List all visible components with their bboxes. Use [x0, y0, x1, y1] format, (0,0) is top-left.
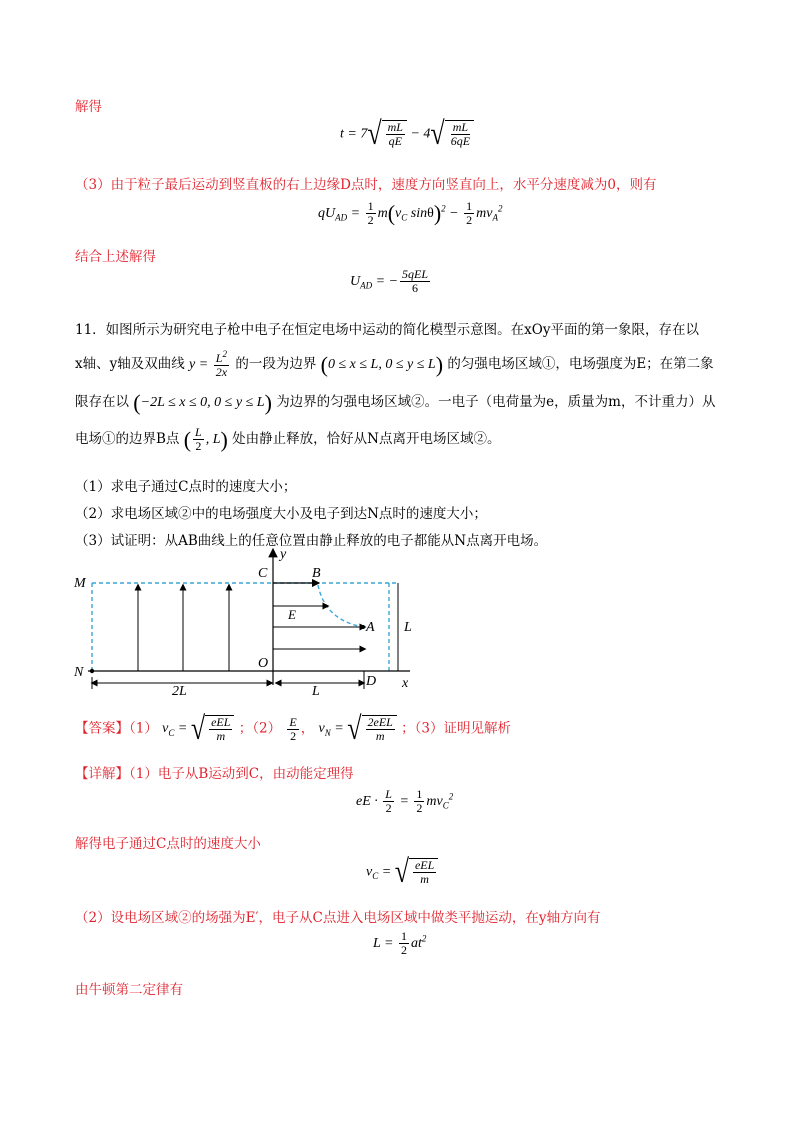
point-n-dot [90, 669, 94, 673]
label-2l: 2L [172, 684, 187, 695]
part3-text: （3）由于粒子最后运动到竖直板的右上边缘D点时，速度方向竖直向上，水平分速度减为0，则有 [75, 177, 657, 193]
label-l-right: L [404, 620, 412, 635]
equation-l: L = $\frac{1}{2}$ $at^2$ [373, 929, 427, 958]
detail-line-3: （2）设电场区域②的场强为E′，电子从C点进入电场区域中做类平抛运动，在y轴方向有 [75, 910, 601, 926]
equation-t: t = 7 √ $\frac{mL}{qE}$ − 4 √ $\frac{mL}{6qE}$ [340, 120, 474, 148]
label-d: D [366, 674, 377, 689]
detail-line-1: 【详解】（1）电子从B运动到C，由动能定理得 [75, 766, 354, 782]
label-a: A [366, 620, 375, 635]
equation-uad: $U_{AD}$ = − $\frac{\text{5qEL}}{6}$ [350, 267, 429, 296]
label-b: B [312, 566, 321, 581]
problem-line-3: 限存在以 (−2L ≤ x ≤ 0, 0 ≤ y ≤ L) 为边界的匀强电场区域②。一电子（电荷量为e，质量为m，不计重力）从 [75, 389, 716, 415]
jiede-label: 解得 [75, 99, 102, 115]
label-y-axis: y [280, 547, 287, 562]
question-1: （1）求电子通过C点时的速度大小； [75, 479, 297, 495]
label-x-axis: x [402, 676, 409, 691]
answer-line: 【答案】（1） $v_C$ = √ $\frac{\text{eEL}}{m}$ ；（2） $\frac{E}{2}$ ， $v_N$ = √ $\frac{\text{2eEL}}{m}$ ；（3）证明见解析 [75, 710, 511, 747]
point-a-dot [361, 625, 365, 629]
detail-line-2: 解得电子通过C点时的速度大小 [75, 836, 261, 852]
equation-vc: $v_C$ = √ $\frac{\text{eEL}}{m}$ [366, 858, 438, 886]
combine-text: 结合上述解得 [75, 249, 156, 265]
equation-quad: $qU_{AD}$ = $\frac{1}{2}$ $m(v_C$ sinθ)$^2$ − $\frac{1}{2}$ $mv_A^2$ [318, 199, 503, 228]
question-3: （3）试证明：从AB曲线上的任意位置由静止释放的电子都能从N点离开电场。 [75, 533, 548, 549]
problem-line-1: 11．如图所示为研究电子枪中电子在恒定电场中运动的简化模型示意图。在xOy平面的第一象限，存在以 [75, 322, 699, 338]
problem-line-2: x轴、y轴及双曲线 y = $\frac{L^2}{2x}$ 的一段为边界 (0 ≤ x ≤ L, 0 ≤ y ≤ L) 的匀强电场区域①，电场强度为E；在第二象 [75, 349, 714, 380]
label-c: C [258, 566, 268, 581]
label-m: M [74, 576, 86, 591]
label-n: N [74, 665, 84, 680]
problem-line-4: 电场①的边界B点 ( $\frac{L}{2}$ , L) 处由静止释放，恰好从N点离开电场区域②。 [75, 425, 501, 454]
label-l-bottom: L [312, 684, 320, 695]
detail-line-4: 由牛顿第二定律有 [75, 982, 183, 998]
label-o: O [258, 656, 269, 671]
field-diagram [60, 545, 430, 695]
question-2: （2）求电场区域②中的电场强度大小及电子到达N点时的速度大小； [75, 506, 487, 522]
label-e: E [288, 607, 296, 622]
equation-energy: eE · $\frac{L}{2}$ = $\frac{1}{2}$ $mv_C^2$ [356, 787, 454, 816]
